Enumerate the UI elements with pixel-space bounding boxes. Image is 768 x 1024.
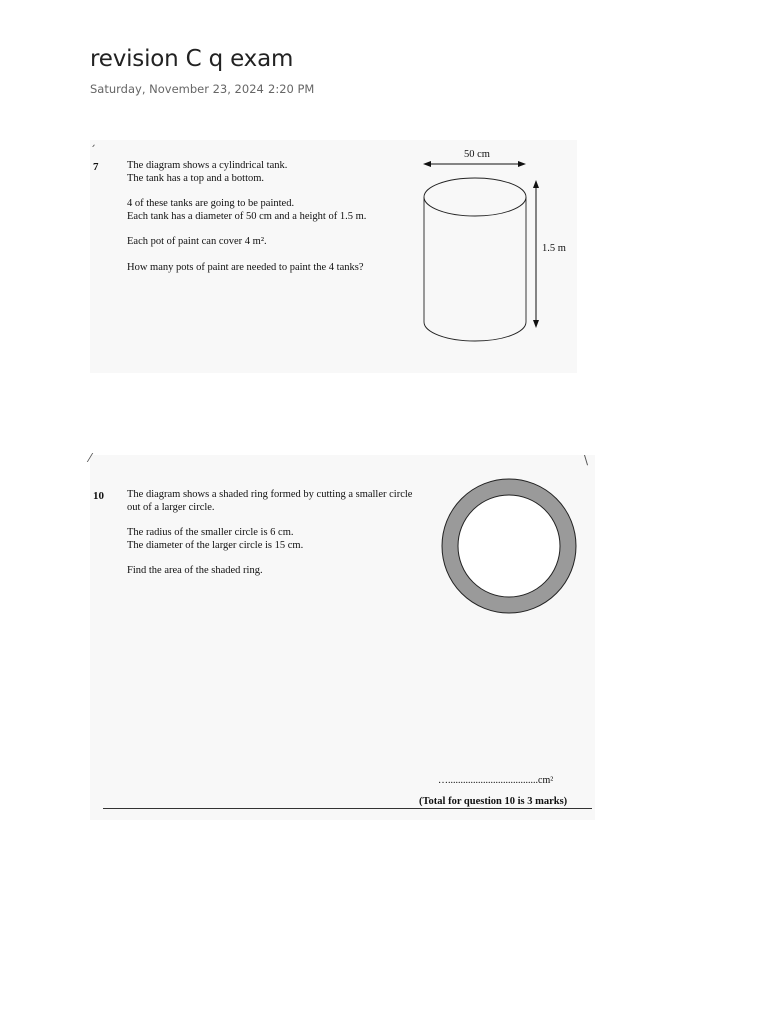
q10-line: The radius of the smaller circle is 6 cm.	[127, 527, 294, 538]
q7-line: How many pots of paint are needed to paint the 4 tanks?	[127, 261, 364, 273]
q10-line: out of a larger circle.	[127, 501, 215, 513]
q10-line: Find the area of the shaded ring.	[127, 565, 263, 576]
page-title: revision C q exam	[90, 46, 294, 72]
clip-corner-mark: \	[584, 453, 589, 467]
question-divider	[103, 808, 592, 809]
q10-line: The diameter of the larger circle is 15 cm.	[127, 539, 304, 551]
page-time: 2:20 PM	[268, 82, 315, 96]
clip-corner-mark: ˏ	[90, 133, 96, 147]
q7-line: 4 of these tanks are going to be painted.	[127, 198, 295, 209]
height-label: 1.5 m	[542, 243, 566, 254]
question-7-text	[127, 160, 366, 274]
q7-line: Each pot of paint can cover 4 m².	[127, 236, 267, 247]
q7-line: The tank has a top and a bottom.	[127, 172, 265, 184]
clip-corner-mark: ⁄	[89, 451, 92, 465]
answer-line: …....................................cm²	[438, 775, 554, 786]
page-date: Saturday, November 23, 2024	[90, 82, 264, 96]
question-7-number: 7	[93, 161, 99, 173]
q10-line: The diagram shows a shaded ring formed by cutting a smaller circle	[127, 489, 413, 500]
question-10-text	[127, 489, 412, 578]
question-10-number: 10	[93, 490, 104, 502]
total-marks: (Total for question 10 is 3 marks)	[419, 796, 568, 807]
diameter-label: 50 cm	[464, 149, 490, 160]
q7-line: Each tank has a diameter of 50 cm and a height of 1.5 m.	[127, 210, 367, 222]
q7-line: The diagram shows a cylindrical tank.	[127, 160, 288, 171]
